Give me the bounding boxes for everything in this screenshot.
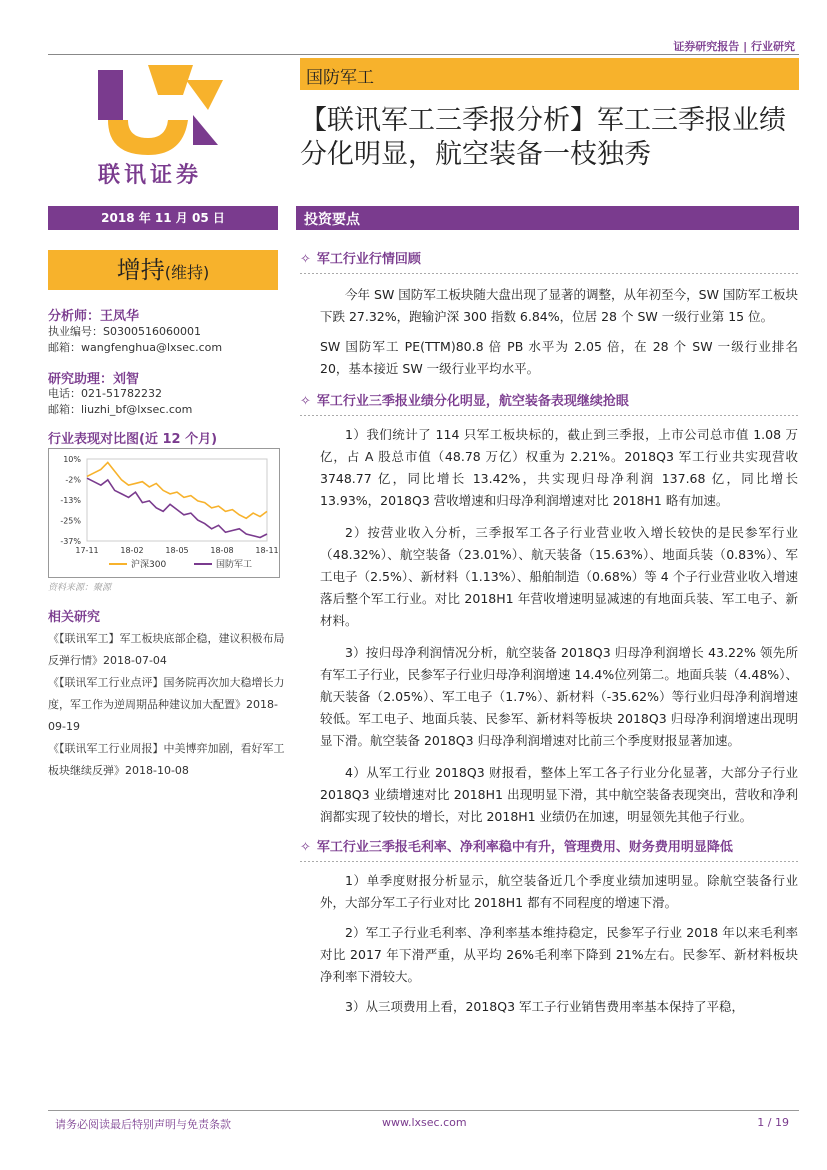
analyst-name: 分析师：王凤华 — [48, 309, 140, 324]
logo-text: 联讯证券 — [98, 163, 203, 188]
performance-chart — [48, 448, 280, 578]
paragraph: SW 国防军工 PE(TTM)80.8 倍 PB 水平为 2.05 倍，在 28 个 SW 一级行业排名 20，基本接近 SW 一级行业平均水平。 — [320, 339, 798, 376]
related-item[interactable]: 《【联讯军工】军工板块底部企稳，建议积极布局反弹行情》2018-07-04 — [48, 632, 285, 667]
x-tick-label: 18-05 — [165, 546, 189, 555]
paragraph: 2）军工子行业毛利率、净利率基本维持稳定，民参军子行业 2018 年以来毛利率对比 2017 年下滑严重，从平均 26%毛利率下降到 21%左右。民参军、新材料板块净利率下滑较大。 — [320, 925, 798, 984]
y-tick-label: -2% — [65, 475, 81, 485]
paragraph: 1）我们统计了 114 只军工板块标的，截止到三季报，上市公司总市值 1.08 万亿，占 A 股总市值（48.78 万亿）权重为 2.21%。2018Q3 军工行业共实现营收 3748.77 亿，同比增长 13.42%，共实现归母净利润 137.68 亿，同比增长 13.93%，2018Q3 营收增速和归母净利润增速对比 2018H1 略有加速。 — [320, 427, 798, 508]
assistant-email: 邮箱：liuzhi_bf@lxsec.com — [48, 403, 193, 416]
report-date: 2018 年 11 月 05 日 — [48, 206, 278, 230]
report-title: 【联讯军工三季报分析】军工三季报业绩分化明显，航空装备一枝独秀 — [300, 105, 786, 170]
rating-box — [48, 250, 278, 290]
x-tick-label: 18-11 — [255, 546, 279, 555]
section-divider — [300, 415, 798, 416]
y-tick-label: -13% — [60, 496, 81, 505]
legend-label: 沪深300 — [131, 560, 167, 570]
company-logo — [88, 60, 238, 188]
y-tick-label: -37% — [60, 537, 81, 546]
paragraph: 今年 SW 国防军工板块随大盘出现了显著的调整，从年初至今，SW 国防军工板块下跌 27.32%，跑输沪深 300 指数 6.84%，位居 28 个 SW 一级行业第 15 位。 — [320, 287, 798, 324]
x-tick-label: 18-02 — [120, 546, 144, 555]
paragraph: 3）从三项费用上看，2018Q3 军工子行业销售费用率基本保持了平稳， — [345, 999, 745, 1014]
section-heading: ✧ 军工行业三季报毛利率、净利率稳中有升，管理费用、财务费用明显降低 — [300, 840, 733, 855]
analyst-email: 邮箱：wangfenghua@lxsec.com — [48, 341, 223, 354]
section-heading: ✧ 军工行业行情回顾 — [300, 252, 421, 267]
main-content — [300, 248, 798, 1018]
footer-divider — [48, 1110, 799, 1111]
y-tick-label: -25% — [60, 516, 81, 526]
related-research-heading: 相关研究 — [48, 610, 101, 625]
paragraph: 2）按营业收入分析，三季报军工各子行业营业收入增长较快的是民参军行业（48.32%）、航空装备（23.01%）、航天装备（15.63%）、地面兵装（0.83%）、军工电子（2.5%）、新材料（1.13%）、船舶制造（0.68%）等 4 个子行业营业收入增速落后整个军工行业。对比 2018H1 年营收增速明显减速的有地面兵装、军工电子、新材料。 — [320, 525, 798, 628]
top-divider — [48, 54, 799, 55]
performance-chart-svg — [49, 449, 279, 577]
paragraph: 3）按归母净利润情况分析，航空装备 2018Q3 归母净利润增长 43.22% 领先所有军工子行业，民参军子行业归母净利润增速 14.4%位列第二。地面兵装（4.48%）、航天装备（2.05%）、军工电子（1.7%）、新材料（-35.62%）等行业归母净利润增速较低。军工电子、地面兵装、民参军、新材料等板块 2018Q3 归母净利润增速出现明显下滑。航空装备 2018Q3 归母净利润增速对比前三个季度财报显著加速。 — [320, 645, 798, 748]
section-divider — [300, 861, 798, 862]
section-heading: ✧ 军工行业三季报业绩分化明显，航空装备表现继续抢眼 — [300, 394, 629, 409]
assistant-phone: 电话：021-51782232 — [48, 387, 162, 400]
x-tick-label: 17-11 — [75, 546, 99, 555]
paragraph: 1）单季度财报分析显示，航空装备近几个季度业绩加速明显。除航空装备行业外，大部分军工子行业对比 2018H1 都有不同程度的增速下滑。 — [320, 873, 798, 910]
report-type-tag: 证券研究报告 | 行业研究 — [673, 40, 795, 53]
chart-source: 资料来源：聚源 — [48, 583, 112, 593]
footer-disclaimer[interactable]: 请务必阅读最后特别声明与免责条款 — [55, 1118, 231, 1131]
sector-label: 国防军工 — [306, 68, 374, 88]
key-points-title: 投资要点 — [304, 212, 360, 228]
footer-url[interactable]: www.lxsec.com — [382, 1116, 467, 1129]
series-line-defense — [87, 478, 267, 537]
key-points-banner — [296, 206, 799, 230]
rating-status: (维持) — [164, 263, 210, 282]
paragraph: 4）从军工行业 2018Q3 财报看，整体上军工各子行业分化显著，大部分子行业 2018Q3 业绩增速对比 2018H1 出现明显下滑，其中航空装备表现突出，营收和净利润都实现了较快的增长，对比 2018H1 业绩仍在加速，明显领先其他子行业。 — [320, 765, 798, 824]
legend-label: 国防军工 — [216, 560, 253, 570]
sector-banner — [300, 58, 799, 90]
y-tick-label: 10% — [63, 455, 81, 464]
page-number: 1 / 19 — [757, 1116, 789, 1129]
assistant-name: 研究助理：刘智 — [48, 372, 140, 387]
analyst-license: 执业编号：S0300516060001 — [48, 325, 201, 338]
rating-value: 增持 — [116, 256, 165, 284]
x-tick-label: 18-08 — [210, 546, 234, 555]
chart-heading: 行业表现对比图(近 12 个月) — [48, 432, 218, 447]
related-item[interactable]: 《【联讯军工行业点评】国务院再次加大稳增长力度，军工作为逆周期品种建议加大配置》2018-09-19 — [48, 676, 285, 733]
related-item[interactable]: 《【联讯军工行业周报】中美博弈加剧，看好军工板块继续反弹》2018-10-08 — [48, 742, 285, 777]
section-divider — [300, 273, 798, 274]
related-research-list — [48, 628, 288, 782]
